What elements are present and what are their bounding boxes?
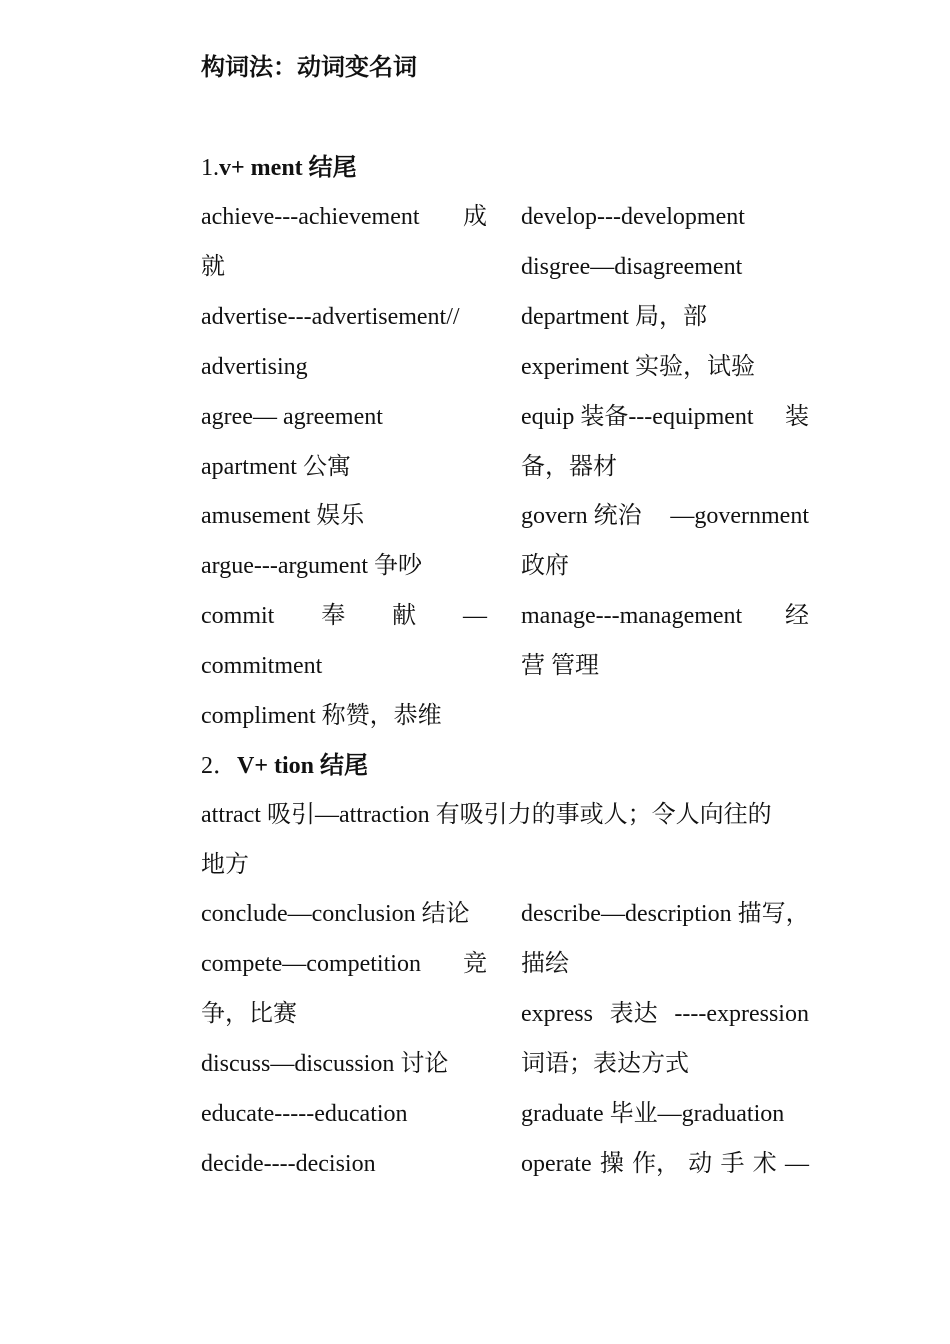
word-entry: 营 管理 <box>521 653 599 680</box>
section-2-number: 2． <box>201 753 237 779</box>
word-entry: compliment 称赞，恭维 <box>201 703 442 730</box>
section-2-heading <box>201 748 368 784</box>
word-entry: apartment 公寓 <box>201 453 351 480</box>
entry-text: ----expression <box>674 1000 809 1027</box>
entry-text: 手 <box>720 1150 745 1177</box>
word-entry <box>521 592 809 642</box>
word-entry: develop---development <box>521 204 745 230</box>
entry-text: 表达 <box>609 1000 658 1027</box>
word-entry: conclude—conclusion 结论 <box>201 901 470 927</box>
entry-text: achieve---achievement <box>201 204 420 230</box>
section-1-left-column <box>201 193 487 742</box>
word-entry: commitment <box>201 653 323 680</box>
entry-text: —government <box>670 503 809 530</box>
entry-text: 操 <box>599 1150 624 1177</box>
word-entry <box>521 492 809 542</box>
word-entry: disgree—disagreement <box>521 253 743 280</box>
word-entry: graduate 毕业—graduation <box>521 1100 785 1127</box>
section-1-title: v+ ment 结尾 <box>219 155 357 181</box>
word-entry: educate-----education <box>201 1100 408 1127</box>
entry-text: 献 <box>392 603 417 630</box>
entry-text: — <box>463 603 487 630</box>
section-1-right-column <box>521 193 809 692</box>
word-entry <box>201 592 487 642</box>
word-entry: 争，比赛 <box>201 1000 297 1027</box>
word-entry: experiment 实验，试验 <box>521 353 755 380</box>
word-entry <box>201 193 487 243</box>
section-2-full-entry <box>201 791 809 891</box>
word-entry: amusement 娱乐 <box>201 503 365 530</box>
section-2-right-column <box>521 890 821 1189</box>
word-entry: 词语；表达方式 <box>521 1050 689 1077</box>
word-entry: 就 <box>201 253 225 280</box>
entry-text: equip 装备---equipment <box>521 403 754 430</box>
entry-text: — <box>784 1150 809 1177</box>
word-entry: 地方 <box>201 851 249 878</box>
word-entry: decide----decision <box>201 1150 376 1177</box>
section-1-number: 1. <box>201 155 219 181</box>
word-entry: 政府 <box>521 553 569 580</box>
word-entry <box>521 990 809 1040</box>
word-entry <box>521 393 809 443</box>
word-entry: department 局，部 <box>521 303 707 330</box>
section-2-title: V+ tion 结尾 <box>237 753 369 779</box>
entry-text: operate <box>521 1150 592 1177</box>
entry-text: 奉 <box>321 603 346 630</box>
entry-text: commit <box>201 603 275 630</box>
word-entry <box>521 1140 809 1190</box>
word-entry: describe—description 描写， <box>521 901 810 927</box>
word-entry: attract 吸引—attraction 有吸引力的事或人；令人向往的 <box>201 802 772 828</box>
entry-text: 动 <box>688 1150 713 1177</box>
word-entry: advertising <box>201 353 308 380</box>
word-entry: discuss—discussion 讨论 <box>201 1050 449 1077</box>
entry-text: 装 <box>785 403 809 430</box>
word-entry: 描绘 <box>521 950 569 977</box>
entry-text: express <box>521 1000 593 1027</box>
word-entry: argue---argument 争吵 <box>201 553 423 580</box>
entry-text: govern 统治 <box>521 503 642 530</box>
word-entry: 备，器材 <box>521 453 617 480</box>
entry-text: 成 <box>463 204 487 230</box>
entry-text: 作， <box>632 1150 681 1177</box>
entry-text: 经 <box>785 603 809 630</box>
entry-text: manage---management <box>521 603 743 630</box>
entry-text: 竞 <box>463 950 487 977</box>
entry-text: compete—competition <box>201 950 421 977</box>
word-entry: agree— agreement <box>201 403 383 430</box>
page-title: 构词法：动词变名词 <box>201 55 417 81</box>
word-entry <box>201 940 487 990</box>
section-2-left-column <box>201 890 487 1189</box>
section-1-heading <box>201 150 357 186</box>
word-entry: advertise---advertisement// <box>201 303 460 330</box>
entry-text: 术 <box>752 1150 777 1177</box>
